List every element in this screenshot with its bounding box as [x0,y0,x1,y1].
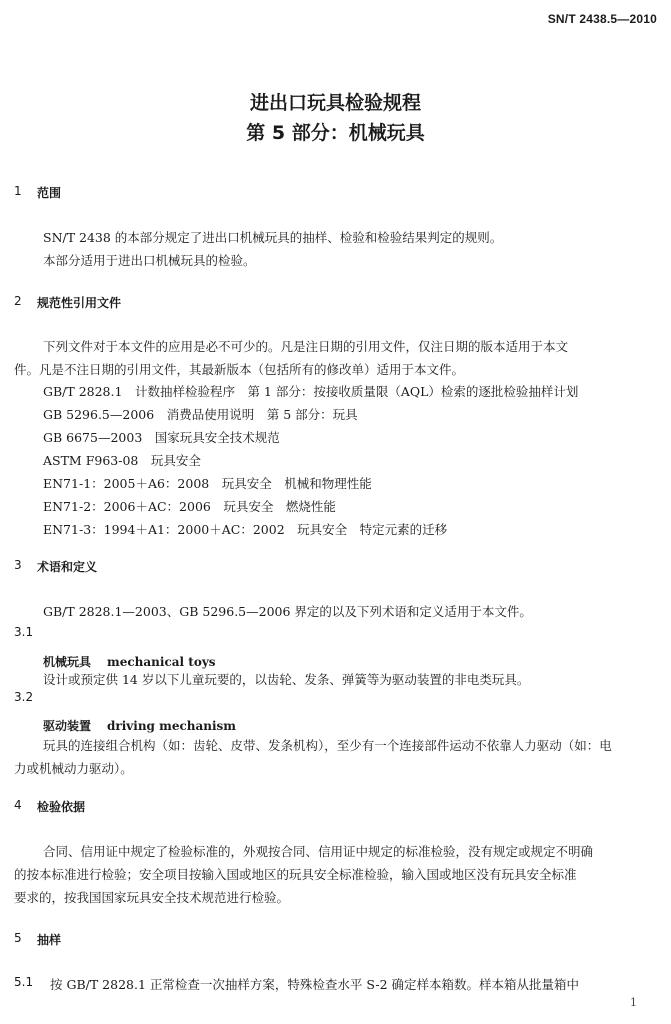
section-1-heading: 范围 [37,186,62,200]
term-english: mechanical toys [107,655,216,669]
clause-5-1-number: 5.1 [14,975,34,989]
reference-code: EN71-1：2005＋A6：2008 [43,476,210,491]
reference-item [43,474,372,492]
section-3-number: 3 [14,558,22,572]
clause-5-1-text: 按 GB/T 2828.1 正常检查一次抽样方案，特殊检查水平 S-2 确定样本箱数。样本箱从批量箱中 [50,977,580,992]
section-4-line-3: 要求的，按我国国家玩具安全技术规范进行检验。 [14,890,290,905]
reference-item [43,520,447,538]
term-3-1-heading [43,648,216,671]
reference-code: EN71-3：1994＋A1：2000＋AC：2002 [43,522,285,537]
reference-item [43,382,578,400]
reference-title: 消费品使用说明 第 5 部分：玩具 [166,407,358,422]
section-3-heading: 术语和定义 [37,560,98,574]
term-3-2-definition-line-2: 力或机械动力驱动）。 [14,761,133,776]
section-2-paragraph-line-2: 件。凡是不注日期的引用文件，其最新版本（包括所有的修改单）适用于本文件。 [14,362,465,377]
reference-title: 玩具安全 特定元素的迁移 [297,522,448,537]
section-3-intro: GB/T 2828.1—2003、GB 5296.5—2006 界定的以及下列术语和定义适用于本文件。 [43,604,532,619]
term-3-2-heading [43,712,236,735]
section-4-number: 4 [14,798,22,812]
term-english: driving mechanism [107,719,237,733]
reference-item [43,405,358,423]
term-3-1-definition: 设计或预定供 14 岁以下儿童玩要的，以齿轮、发条、弹簧等为驱动装置的非电类玩具。 [43,672,530,687]
section-4-line-1: 合同、信用证中规定了检验标准的，外观按合同、信用证中规定的标准检验，没有规定或规定不明确 [43,844,594,859]
section-2-paragraph-line-1: 下列文件对于本文件的应用是必不可少的。凡是注日期的引用文件，仅注日期的版本适用于本文 [43,339,569,354]
section-1-number: 1 [14,184,22,198]
document-subtitle: 第 5 部分：机械玩具 [246,122,425,144]
reference-code: ASTM F963-08 [43,453,139,468]
document-title: 进出口玩具检验规程 [249,92,421,114]
term-3-1-number: 3.1 [14,625,34,639]
reference-code: GB 6675—2003 [43,430,143,445]
reference-code: EN71-2：2006＋AC：2006 [43,499,211,514]
page-number: 1 [630,996,637,1009]
term-3-2-definition-line-1: 玩具的连接组合机构（如：齿轮、皮带、发条机构），至少有一个连接部件运动不依靠人力驱动（如：电 [43,738,612,753]
section-4-heading: 检验依据 [37,800,86,814]
reference-item [43,428,280,446]
reference-title: 玩具安全 燃烧性能 [223,499,336,514]
reference-title: 国家玩具安全技术规范 [154,430,280,445]
section-2-heading: 规范性引用文件 [37,296,122,310]
section-1-paragraph-2: 本部分适用于进出口机械玩具的检验。 [43,253,256,268]
document-code-header: SN/T 2438.5—2010 [547,12,657,26]
section-4-line-2: 的按本标准进行检验；安全项目按输入国或地区的玩具安全标准检验，输入国或地区没有玩具安全标准 [14,867,577,882]
term-chinese: 驱动装置 [43,719,92,733]
term-chinese: 机械玩具 [43,655,92,669]
section-2-number: 2 [14,294,22,308]
reference-code: GB/T 2828.1 [43,384,123,399]
section-1-paragraph-1: SN/T 2438 的本部分规定了进出口机械玩具的抽样、检验和检验结果判定的规则。 [43,230,503,245]
reference-title: 计数抽样检验程序 第 1 部分：按接收质量限（AQL）检索的逐批检验抽样计划 [134,384,579,399]
section-5-heading: 抽样 [37,933,62,947]
reference-item [43,451,201,469]
reference-title: 玩具安全 [150,453,201,468]
reference-item [43,497,336,515]
reference-title: 玩具安全 机械和物理性能 [221,476,372,491]
reference-code: GB 5296.5—2006 [43,407,155,422]
term-3-2-number: 3.2 [14,690,34,704]
section-5-number: 5 [14,931,22,945]
